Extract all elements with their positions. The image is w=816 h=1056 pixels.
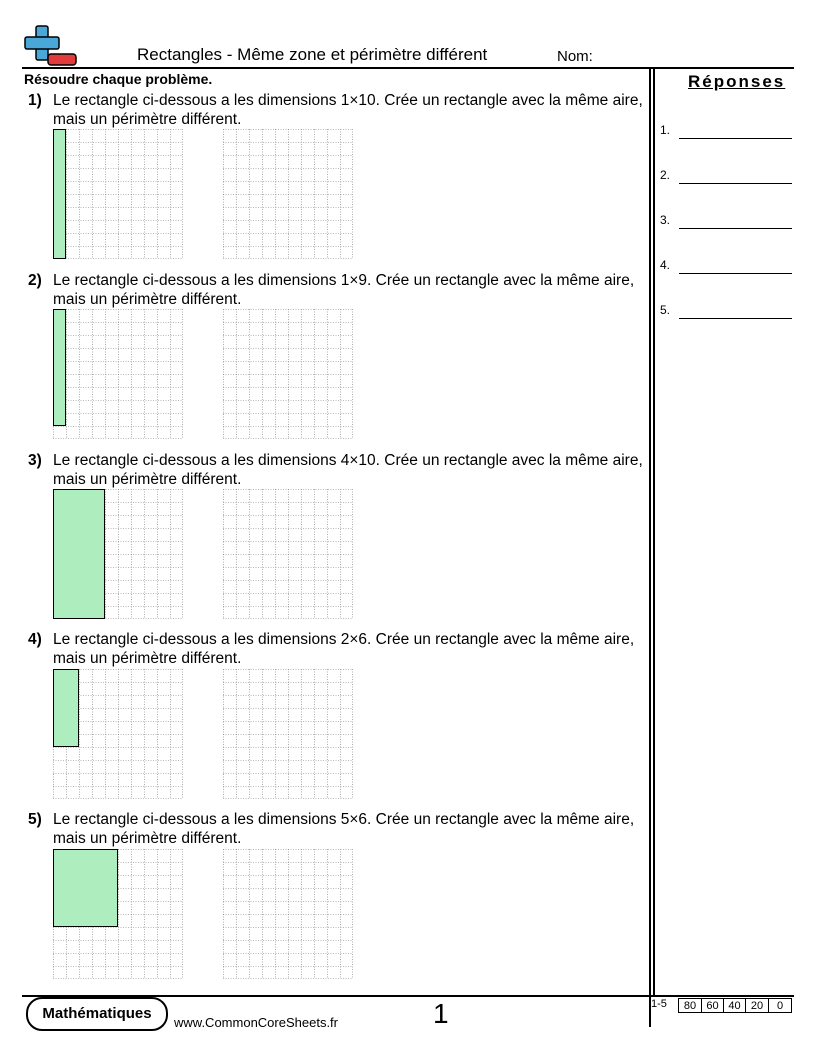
shaded-rectangle: [54, 490, 105, 619]
problem-number: 1): [28, 92, 42, 109]
name-label: Nom:: [557, 48, 593, 65]
given-rectangle-grid-2: [53, 309, 183, 439]
problem-number: 3): [28, 452, 42, 469]
answer-line-4[interactable]: [679, 273, 792, 274]
header-rule: [22, 67, 794, 69]
answer-line-2[interactable]: [679, 183, 792, 184]
shaded-rectangle: [54, 310, 66, 426]
problem-text: Le rectangle ci-dessous a les dimensions 2×6. Crée un rectangle avec la même aire, mais un périmètre différent.: [53, 631, 635, 667]
given-rectangle-grid-1: [53, 129, 183, 259]
shaded-rectangle: [54, 130, 66, 259]
answers-title: Réponses: [688, 72, 786, 91]
given-rectangle-grid-3: [53, 489, 183, 619]
page-number: 1: [433, 998, 449, 1029]
answer-label-1: 1.: [660, 123, 671, 137]
problem-text: Le rectangle ci-dessous a les dimensions 4×10. Crée un rectangle avec la même aire, mais un périmètre différent.: [53, 452, 643, 488]
score-box: 20: [745, 998, 769, 1013]
answer-grid-2[interactable]: [223, 309, 353, 439]
page-title: Rectangles - Même zone et périmètre différent: [137, 45, 488, 64]
score-box: 60: [701, 998, 724, 1013]
score-box: 80: [678, 998, 702, 1013]
column-divider-left: [649, 67, 651, 1027]
answer-grid-5[interactable]: [223, 849, 353, 979]
logo-plus-minus-icon: [22, 22, 80, 68]
answer-grid-1[interactable]: [223, 129, 353, 259]
given-rectangle-grid-4: [53, 669, 183, 799]
score-box: 40: [723, 998, 746, 1013]
answer-label-3: 3.: [660, 213, 671, 227]
answer-line-5[interactable]: [679, 318, 792, 319]
answer-label-5: 5.: [660, 303, 671, 317]
problem-text: Le rectangle ci-dessous a les dimensions 5×6. Crée un rectangle avec la même aire, mais un périmètre différent.: [53, 811, 635, 847]
site-url: www.CommonCoreSheets.fr: [174, 1015, 338, 1030]
score-range-label: 1-5: [651, 998, 667, 1010]
shaded-rectangle: [54, 670, 79, 747]
answer-line-1[interactable]: [679, 138, 792, 139]
answer-grid-3[interactable]: [223, 489, 353, 619]
answer-label-4: 4.: [660, 258, 671, 272]
answer-label-2: 2.: [660, 168, 671, 182]
given-rectangle-grid-5: [53, 849, 183, 979]
answer-line-3[interactable]: [679, 228, 792, 229]
answer-grid-4[interactable]: [223, 669, 353, 799]
instructions: Résoudre chaque problème.: [24, 71, 213, 87]
subject-badge: Mathématiques: [26, 997, 168, 1031]
problem-number: 4): [28, 631, 42, 648]
problem-text: Le rectangle ci-dessous a les dimensions 1×10. Crée un rectangle avec la même aire, mais un périmètre différent.: [53, 92, 643, 128]
shaded-rectangle: [54, 850, 118, 927]
score-box: 0: [768, 998, 792, 1013]
problem-number: 5): [28, 811, 42, 828]
problem-text: Le rectangle ci-dessous a les dimensions 1×9. Crée un rectangle avec la même aire, mais un périmètre différent.: [53, 272, 635, 308]
problem-number: 2): [28, 272, 42, 289]
column-divider-right: [653, 67, 655, 997]
